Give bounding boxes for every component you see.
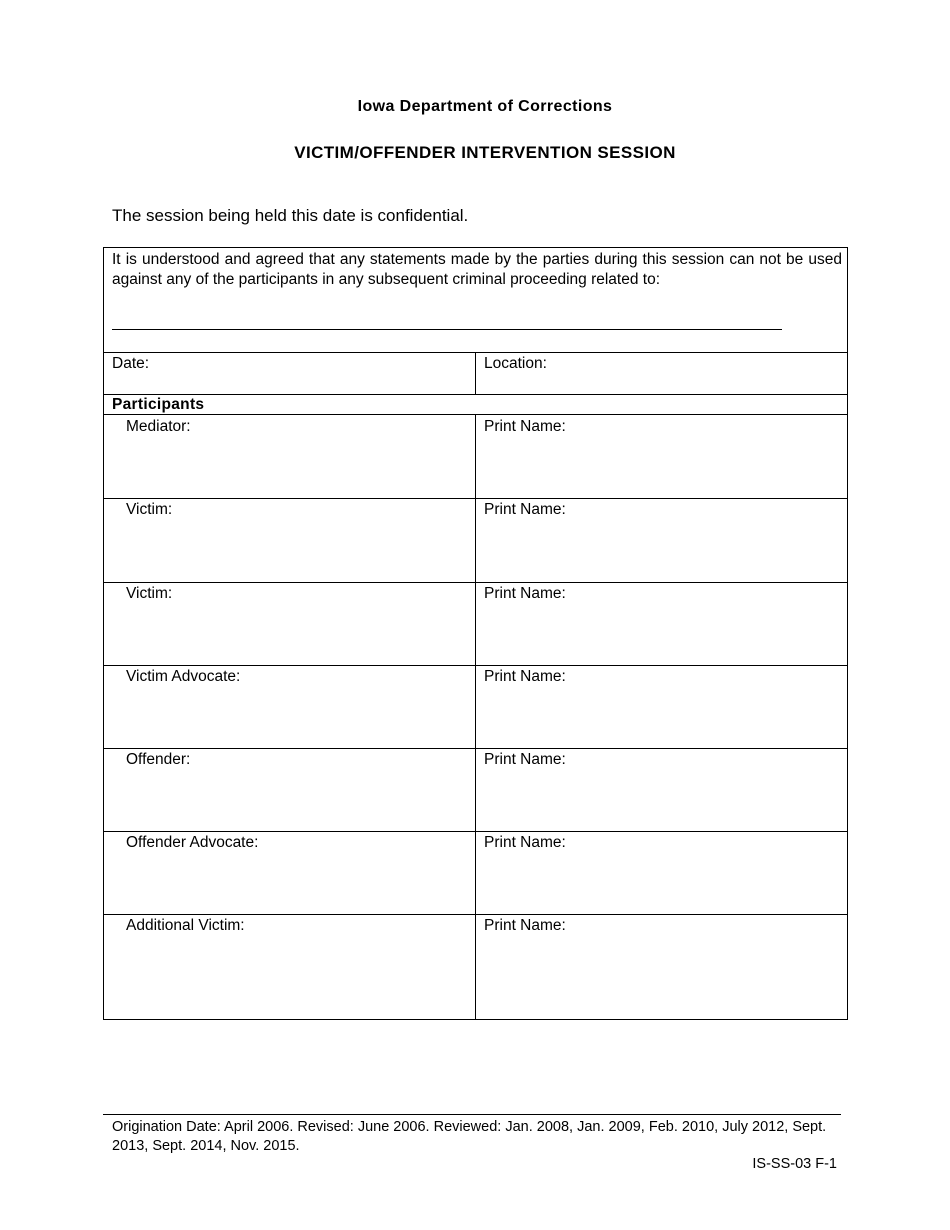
print-name-label: Print Name: (484, 834, 566, 851)
related-to-blank-line[interactable] (112, 329, 782, 330)
date-field-label: Date: (112, 355, 150, 372)
row-divider (104, 394, 847, 395)
offender-advocate-signature-label: Offender Advocate: (126, 834, 259, 851)
print-name-label: Print Name: (484, 751, 566, 768)
organization-name: Iowa Department of Corrections (357, 98, 613, 115)
agreement-text: It is understood and agreed that any statements made by the parties during this session can not be used against any of the participants in any subsequent criminal proceeding related to: (112, 251, 842, 288)
victim-signature-label: Victim: (126, 501, 173, 518)
location-field-label: Location: (484, 355, 547, 372)
additional-victim-signature-label: Additional Victim: (126, 917, 245, 934)
print-name-label: Print Name: (484, 917, 566, 934)
footer-divider (103, 1114, 841, 1115)
victim-advocate-signature-label: Victim Advocate: (126, 668, 241, 685)
column-divider (475, 414, 476, 1019)
confidentiality-notice: The session being held this date is confidential. (112, 206, 469, 225)
offender-signature-label: Offender: (126, 751, 191, 768)
column-divider (475, 352, 476, 394)
participants-heading: Participants (112, 396, 205, 413)
victim-signature-label: Victim: (126, 585, 173, 602)
form-title: VICTIM/OFFENDER INTERVENTION SESSION (294, 143, 676, 162)
print-name-label: Print Name: (484, 668, 566, 685)
mediator-signature-label: Mediator: (126, 418, 191, 435)
print-name-label: Print Name: (484, 418, 566, 435)
revision-history: Origination Date: April 2006. Revised: June 2006. Reviewed: Jan. 2008, Jan. 2009, Feb. 2010, July 2012, Sept. 2013, Sept. 2014, Nov. 2015. (112, 1119, 827, 1154)
form-table (103, 247, 848, 1020)
print-name-label: Print Name: (484, 585, 566, 602)
form-number: IS-SS-03 F-1 (752, 1156, 837, 1172)
print-name-label: Print Name: (484, 501, 566, 518)
